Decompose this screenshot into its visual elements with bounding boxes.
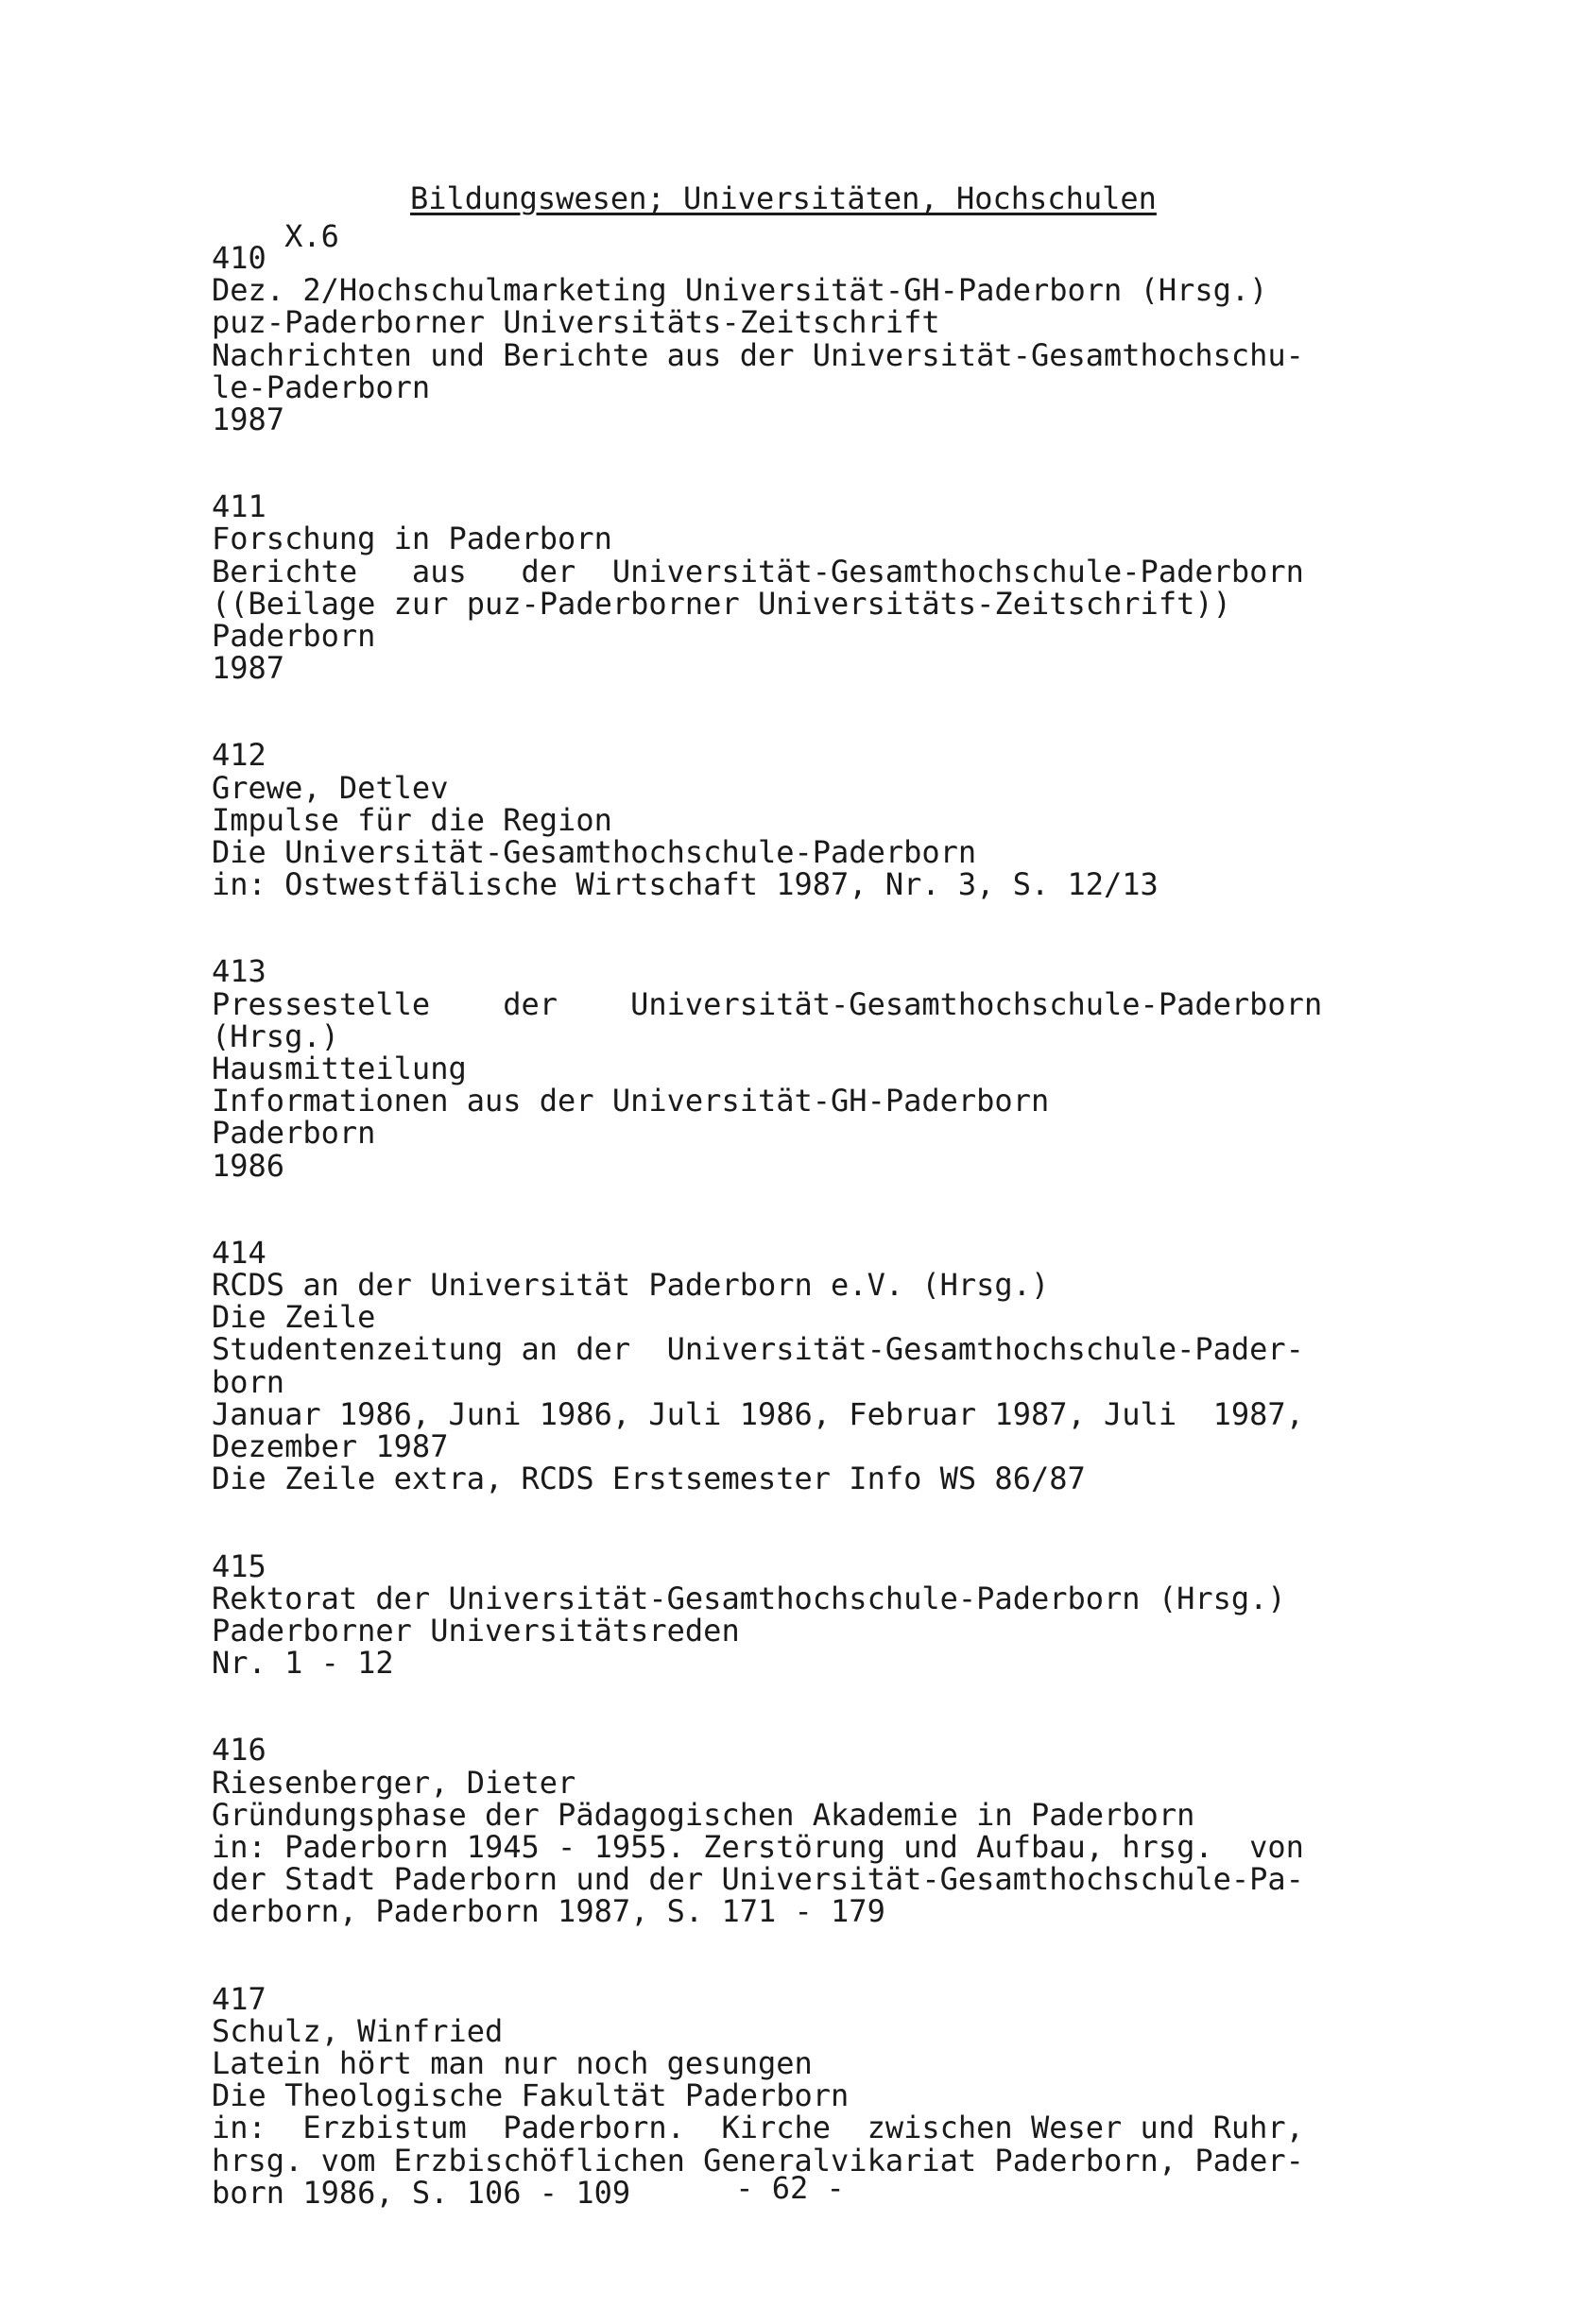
entry-line: Schulz, Winfried: [212, 2012, 504, 2049]
bibliography-entry: [212, 1732, 1402, 1930]
bibliography-list: [212, 242, 1402, 2264]
bibliography-entry: [212, 488, 1402, 687]
entry-line: in: Erzbistum Paderborn. Kirche zwischen Weser und Ruhr,: [212, 2110, 1304, 2146]
page-number: - 62 -: [735, 2170, 845, 2206]
entry-line: Paderborn: [212, 618, 376, 655]
entry-line: (Hrsg.): [212, 1017, 339, 1054]
entry-line: RCDS an der Universität Paderborn e.V. (Hrsg.): [212, 1267, 1050, 1304]
entry-line: Gründungsphase der Pädagogischen Akademie in Paderborn: [212, 1796, 1195, 1833]
section-title: Bildungswesen; Universitäten, Hochschulen: [410, 180, 1157, 216]
entry-line: Januar 1986, Juni 1986, Juli 1986, Februar 1987, Juli 1987,: [212, 1395, 1304, 1432]
entry-line: Nr. 1 - 12: [212, 1645, 394, 1682]
entry-line: Paderborner Universitätsreden: [212, 1612, 740, 1649]
entry-line: 1987: [212, 402, 285, 438]
entry-line: le-Paderborn: [212, 368, 431, 405]
entry-number: 415: [212, 1547, 266, 1584]
entry-line: born 1986, S. 106 - 109: [212, 2174, 631, 2211]
entry-line: derborn, Paderborn 1987, S. 171 - 179: [212, 1893, 885, 1930]
entry-line: 1986: [212, 1147, 285, 1184]
entry-line: Berichte aus der Universität-Gesamthochschule-Paderborn: [212, 553, 1304, 590]
entry-line: Dezember 1987: [212, 1428, 449, 1465]
bibliography-entry: [212, 953, 1402, 1184]
entry-line: Paderborn: [212, 1115, 376, 1152]
entry-line: Studentenzeitung an der Universität-Gesamthochschule-Pader-: [212, 1331, 1304, 1368]
section-number: X.6: [284, 218, 339, 254]
entry-line: ((Beilage zur puz-Paderborner Universitäts-Zeitschrift)): [212, 585, 1231, 622]
bibliography-entry: [212, 1547, 1402, 1682]
entry-line: Die Zeile: [212, 1299, 376, 1336]
bibliography-entry: [212, 737, 1402, 903]
entry-line: Dez. 2/Hochschulmarketing Universität-GH-Paderborn (Hrsg.): [212, 272, 1268, 309]
entry-line: Nachrichten und Berichte aus der Universität-Gesamthochschu-: [212, 336, 1304, 373]
entry-line: Grewe, Detlev: [212, 769, 449, 806]
entry-line: puz-Paderborner Universitäts-Zeitschrift: [212, 304, 940, 341]
bibliography-entry: [212, 242, 1402, 436]
entry-number: 412: [212, 737, 266, 774]
entry-line: Impulse für die Region: [212, 801, 612, 838]
entry-line: Pressestelle der Universität-Gesamthochschule-Paderborn: [212, 985, 1323, 1022]
entry-line: born: [212, 1363, 285, 1400]
entry-line: Riesenberger, Dieter: [212, 1764, 576, 1801]
entry-line: der Stadt Paderborn und der Universität-Gesamthochschule-Pa-: [212, 1861, 1304, 1898]
entry-number: 414: [212, 1234, 266, 1271]
entry-line: Die Zeile extra, RCDS Erstsemester Info WS 86/87: [212, 1461, 1086, 1497]
entry-line: hrsg. vom Erzbischöflichen Generalvikariat Paderborn, Pader-: [212, 2142, 1304, 2179]
entry-line: Die Theologische Fakultät Paderborn: [212, 2077, 850, 2114]
entry-number: 413: [212, 953, 266, 990]
entry-line: Informationen aus der Universität-GH-Paderborn: [212, 1083, 1050, 1119]
entry-line: 1987: [212, 650, 285, 687]
entry-line: Forschung in Paderborn: [212, 521, 612, 557]
entry-line: in: Paderborn 1945 - 1955. Zerstörung und Aufbau, hrsg. von: [212, 1828, 1304, 1865]
bibliography-entry: [212, 1234, 1402, 1497]
entry-number: 416: [212, 1732, 266, 1769]
entry-line: in: Ostwestfälische Wirtschaft 1987, Nr. 3, S. 12/13: [212, 866, 1159, 903]
entry-number: 417: [212, 1980, 266, 2017]
entry-line: Latein hört man nur noch gesungen: [212, 2044, 813, 2081]
entry-number: 411: [212, 488, 266, 525]
entry-line: Hausmitteilung: [212, 1051, 467, 1087]
entry-line: Die Universität-Gesamthochschule-Paderborn: [212, 834, 977, 871]
entry-line: Rektorat der Universität-Gesamthochschule-Paderborn (Hrsg.): [212, 1580, 1286, 1616]
entry-number: 410: [212, 240, 266, 276]
